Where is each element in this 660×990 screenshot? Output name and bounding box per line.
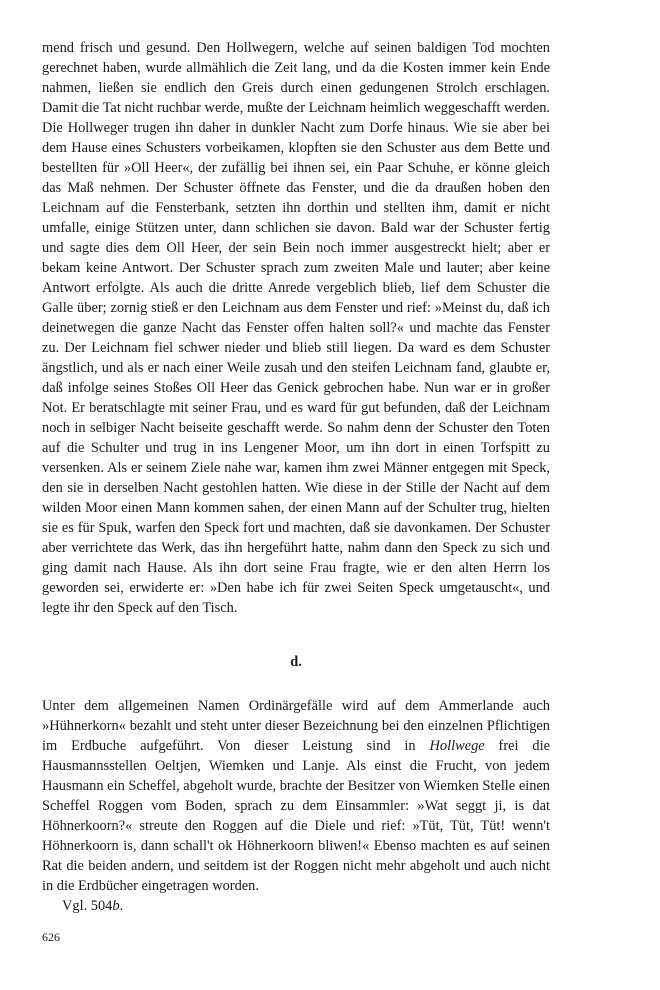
story-paragraph: mend frisch und gesund. Den Hollwegern, welche auf seinen baldigen Tod mochten gerechnet haben, wurde allmählich die Zeit lang, und da die Kosten immer kein Ende nahmen, ließen sie endlich den Greis durch einen gedungenen Strolch erschlagen. Damit die Tat nicht ruchbar werde, mußte der Leichnam heimlich weggeschafft werden. Die Hollweger trugen ihn daher in dunkler Nacht zum Dorfe hinaus. Wie sie aber bei dem Hause eines Schusters vorbeikamen, klopften sie den Schuster aus dem Bette und bestellten für »Oll Heer«, der zufällig bei ihnen sei, ein Paar Schuhe, er könne gleich das Maß nehmen. Der Schuster öffnete das Fenster, und die da draußen hoben den Leichnam auf die Fensterbank, setzten ihn dorthin und stellten ihm, damit er nicht umfalle, einige Stützen unter, dann schlichen sie davon. Bald war der Schuster fertig und sagte dies dem Oll Heer, der sein Bein noch immer ausgestreckt hielt; aber er bekam keine Antwort. Der Schuster sprach zum zweiten Male und lauter; aber keine Antwort erfolgte. Als auch die dritte Anrede vergeblich blieb, lief dem Schuster die Galle über; zornig stieß er den Leichnam aus dem Fenster und rief: »Meinst du, daß ich deinetwegen die ganze Nacht das Fenster offen halten soll?« und machte das Fenster zu. Der Leichnam fiel schwer nieder und blieb still liegen. Da ward es dem Schuster ängstlich, und als er nach einer Weile zusah und den steifen Leichnam fand, glaubte er, daß infolge seines Stoßes Oll Heer das Genick gebrochen habe. Nun war er in großer Not. Er beratschlagte mit seiner Frau, und es ward für gut befunden, daß der Leichnam noch in selbiger Nacht beiseite geschafft werde. So nahm denn der Schuster den Toten auf die Schulter und trug in ins Lengener Moor, um ihn dort in einen Torfspitt zu versenken. Als er seinem Ziele nahe war, kamen ihm zwei Männer entgegen mit Speck, den sie in derselben Nacht gestohlen hatten. Wie diese in der Stille der Nacht auf dem wilden Moor einen Mann kommen sahen, der einen Mann auf der Schulter trug, hielten sie es für Spuk, warfen den Speck fort und machten, daß sie davonkamen. Der Schuster aber verrichtete das Werk, das ihn hergeführt hatte, nahm dann den Speck zu sich und ging damit nach Hause. Als ihn dort seine Frau fragte, wie er den alten Herrn los geworden sei, erwiderte er: »Den habe ich für zwei Seiten Speck umgetauscht«, und legte ihr den Speck auf den Tisch. [42,40,550,616]
section-heading: d. [290,654,302,670]
page-body [42,38,550,916]
reference-prefix: Vgl. 504 [62,898,113,914]
reference-end: . [119,898,124,914]
section-d-text-b: frei die Hausmannsstellen Oeltjen, Wiemken und Lanje. Als einst die Frucht, von jedem Hausmann ein Scheffel, abgeholt wurde, brachte der Besitzer von Wiemken Stelle einen Scheffel Roggen vom Boden, sprach zu dem Einsammler: »Wat seggt ji, is dat Höhnerkoorn?« streute den Roggen auf die Diele und rief: »Tüt, Tüt, Tüt! wenn't Höhnerkoorn is, dann schall't ok Höhnerkoorn bliwen!« Ebenso machten es auf seinen Rat die beiden andern, und seitdem ist der Roggen nicht mehr abgeholt und auch nicht in die Erdbücher eingetragen worden. [42,738,550,894]
section-d-paragraph [42,696,550,896]
reference-suffix: b [112,898,120,914]
page-number: 626 [42,930,60,944]
place-name-italic: Hollwege [429,738,485,754]
section-d-text-a: Unter dem allgemeinen Namen Ordinärgefälle wird auf dem Ammerlande auch »Hühnerkorn« bezahlt und steht unter dieser Bezeichnung bei den einzelnen Pflichtigen im Erdbuche aufgeführt. Von dieser Leistung sind in [42,698,550,754]
cross-reference [42,896,550,916]
